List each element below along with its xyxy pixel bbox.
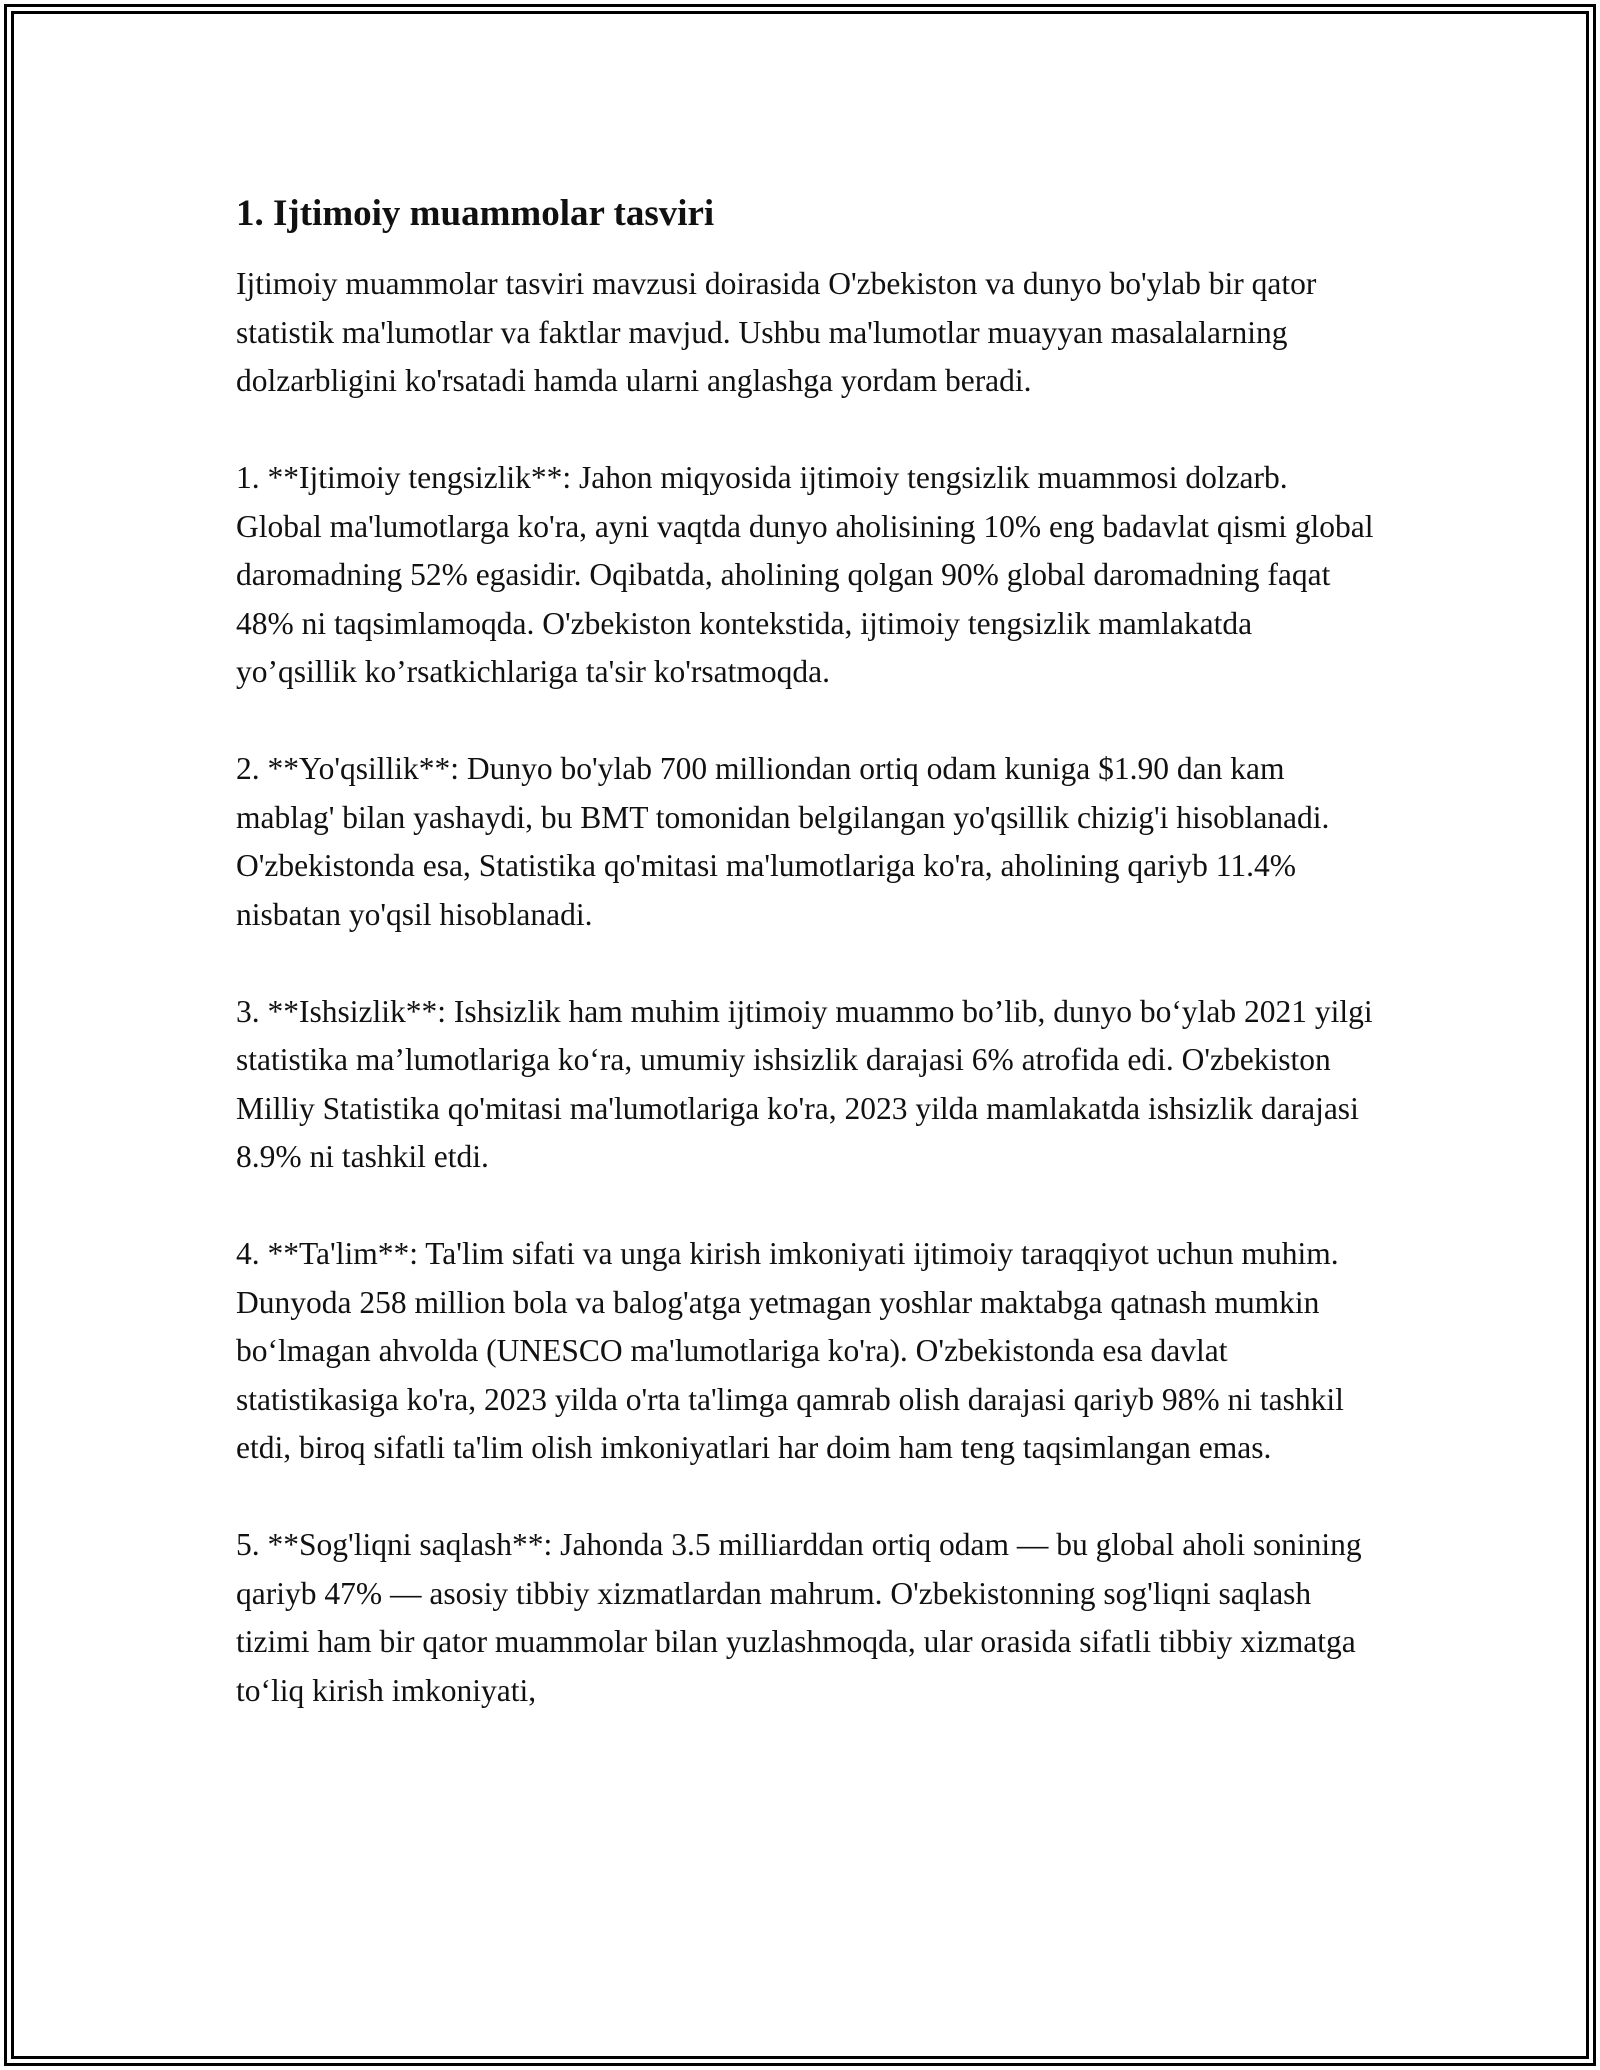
paragraph-poverty: 2. **Yo'qsillik**: Dunyo bo'ylab 700 milliondan ortiq odam kuniga $1.90 dan kam mablag' bilan yashaydi, bu BMT tomonidan belgilangan yo'qsillik chizig'i hisoblanadi. O'zbekistonda esa, Statistika qo'mitasi ma'lumotlariga ko'ra, aholining qariyb 11.4% nisbatan yo'qsil hisoblanadi.: [236, 751, 1330, 932]
section-heading: 1. Ijtimoiy muammolar tasviri: [236, 193, 715, 234]
paragraph-unemployment: 3. **Ishsizlik**: Ishsizlik ham muhim ijtimoiy muammo bo’lib, dunyo bo‘ylab 2021 yilgi statistika ma’lumotlariga ko‘ra, umumiy ishsizlik darajasi 6% atrofida edi. O'zbekiston Milliy Statistika qo'mitasi ma'lumotlariga ko'ra, 2023 yilda mamlakatda ishsizlik darajasi 8.9% ni tashkil etdi.: [236, 993, 1373, 1174]
paragraph-education: 4. **Ta'lim**: Ta'lim sifati va unga kirish imkoniyati ijtimoiy taraqqiyot uchun muhim. Dunyoda 258 million bola va balog'atga yetmagan yoshlar maktabga qatnash mumkin bo‘lmagan ahvolda (UNESCO ma'lumotlariga ko'ra). O'zbekistonda esa davlat statistikasiga ko'ra, 2023 yilda o'rta ta'limga qamrab olish darajasi qariyb 98% ni tashkil etdi, biroq sifatli ta'lim olish imkoniyatlari har doim ham teng taqsimlangan emas.: [236, 1236, 1344, 1465]
document-body: [236, 190, 1376, 1715]
intro-paragraph: Ijtimoiy muammolar tasviri mavzusi doirasida O'zbekiston va dunyo bo'ylab bir qator statistik ma'lumotlar va faktlar mavjud. Ushbu ma'lumotlar muayyan masalalarning dolzarbligini ko'rsatadi hamda ularni anglashga yordam beradi.: [236, 266, 1317, 398]
paragraph-social-inequality: 1. **Ijtimoiy tengsizlik**: Jahon miqyosida ijtimoiy tengsizlik muammosi dolzarb. Global ma'lumotlarga ko'ra, ayni vaqtda dunyo aholisining 10% eng badavlat qismi global daromadning 52% egasidir. Oqibatda, aholining qolgan 90% global daromadning faqat 48% ni taqsimlamoqda. O'zbekiston kontekstida, ijtimoiy tengsizlik mamlakatda yo’qsillik ko’rsatkichlariga ta'sir ko'rsatmoqda.: [236, 460, 1374, 689]
paragraph-healthcare: 5. **Sog'liqni saqlash**: Jahonda 3.5 milliarddan ortiq odam — bu global aholi sonining qariyb 47% — asosiy tibbiy xizmatlardan mahrum. O'zbekistonning sog'liqni saqlash tizimi ham bir qator muammolar bilan yuzlashmoqda, ular orasida sifatli tibbiy xizmatga to‘liq kirish imkoniyati,: [236, 1527, 1362, 1708]
